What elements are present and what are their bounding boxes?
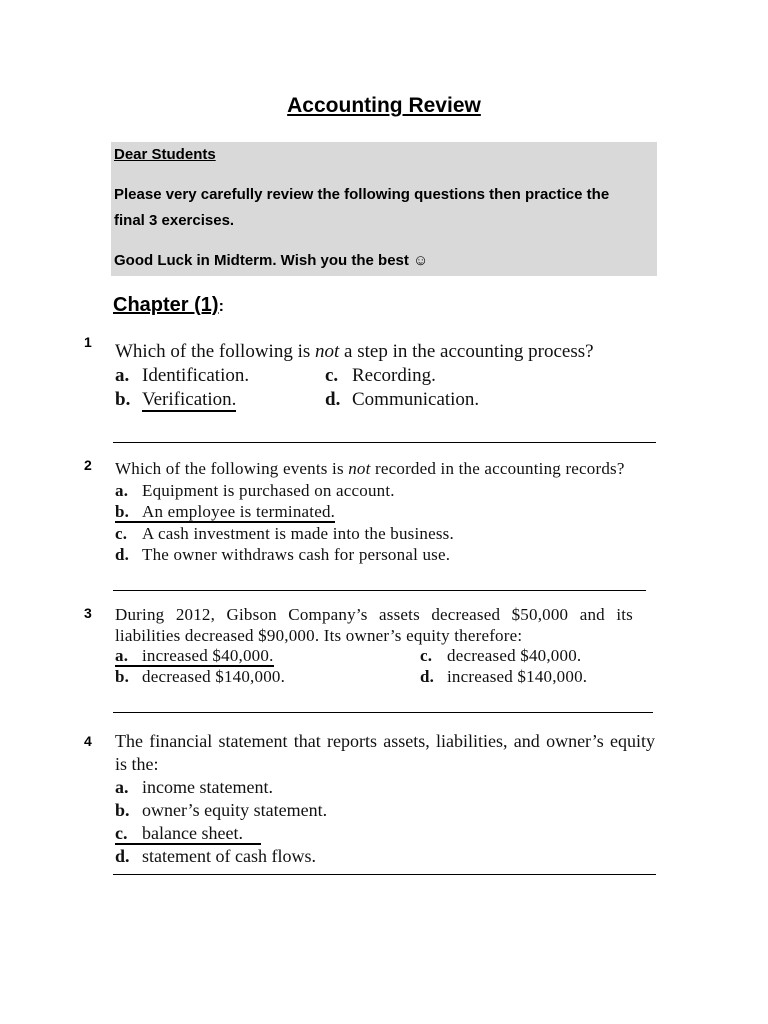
option-label: d. [115, 545, 130, 564]
option-label: b. [115, 389, 131, 410]
option-c [115, 523, 636, 545]
options-row [115, 364, 621, 388]
chapter-colon: : [218, 298, 224, 315]
option-text: decreased $40,000. [447, 646, 582, 665]
option-label: c. [420, 646, 433, 665]
option-a [115, 364, 325, 388]
option-d [115, 845, 655, 868]
question-stem [115, 458, 636, 480]
option-text: statement of cash flows. [142, 846, 316, 866]
option-text: Identification. [142, 365, 250, 386]
option-text: Equipment is purchased on account. [142, 480, 395, 500]
page-title [0, 94, 768, 118]
option-d [115, 544, 636, 566]
option-a-correct [115, 646, 420, 667]
stem-emphasis: not [348, 459, 371, 478]
option-label: a. [115, 646, 129, 665]
option-c [420, 646, 633, 667]
option-label: a. [115, 365, 130, 386]
stem-text: a step in the accounting process? [339, 341, 594, 362]
option-label: d. [325, 389, 341, 410]
question-number: 3 [84, 605, 92, 621]
option-text: The owner withdraws cash for personal use. [142, 545, 451, 564]
options-row [115, 388, 621, 412]
option-label: c. [325, 365, 339, 386]
options-row [115, 646, 633, 667]
option-d [420, 667, 633, 688]
option-label: b. [115, 800, 130, 820]
notice-box [111, 142, 657, 276]
option-label: b. [115, 666, 130, 686]
option-text: Communication. [352, 389, 480, 410]
page-title-text: Accounting Review [287, 94, 481, 117]
divider [113, 874, 656, 875]
option-a [115, 480, 636, 502]
option-label: a. [115, 777, 129, 797]
notice-closing: Good Luck in Midterm. Wish you the best ☺ [114, 252, 429, 269]
question-stem: The financial statement that reports assets, liabilities, and owner’s equity is the: [115, 731, 655, 774]
option-text: owner’s equity statement. [142, 800, 328, 820]
option-b [115, 799, 655, 822]
option-label: c. [115, 823, 128, 843]
option-text: decreased $140,000. [142, 666, 286, 686]
divider [113, 442, 656, 443]
question-1 [115, 340, 621, 412]
option-text: Recording. [352, 365, 436, 386]
chapter-heading [113, 294, 224, 317]
question-3 [115, 605, 633, 687]
option-label: d. [115, 846, 130, 866]
question-4 [115, 730, 655, 868]
option-label: a. [115, 480, 129, 500]
option-b [115, 667, 420, 688]
option-d [325, 388, 621, 412]
stem-text: Which of the following is [115, 341, 315, 362]
divider [113, 712, 653, 713]
option-label: d. [420, 666, 435, 686]
notice-greeting: Dear Students [114, 146, 216, 163]
stem-emphasis: not [315, 341, 340, 362]
option-label: b. [115, 502, 130, 521]
option-b-correct [115, 501, 636, 523]
option-text-answer: Verification. [142, 389, 237, 410]
question-stem [115, 340, 621, 364]
question-number: 4 [84, 733, 92, 749]
chapter-label: Chapter (1) [113, 294, 219, 316]
option-c [325, 364, 621, 388]
question-2 [115, 458, 636, 566]
option-text-answer: increased $40,000. [142, 646, 274, 665]
stem-text: recorded in the accounting records? [370, 459, 625, 478]
divider [113, 590, 646, 591]
option-text-answer: An employee is terminated. [142, 502, 336, 521]
option-label: c. [115, 523, 128, 543]
question-number: 2 [84, 457, 92, 473]
options-row [115, 667, 633, 688]
option-a [115, 776, 655, 799]
option-text: increased $140,000. [447, 666, 588, 686]
option-text-answer: balance sheet. [142, 823, 243, 843]
option-text: A cash investment is made into the business. [142, 523, 454, 543]
option-b-correct [115, 388, 325, 412]
option-c-correct [115, 822, 655, 845]
question-stem: During 2012, Gibson Company’s assets decreased $50,000 and its liabilities decreased $90,000. Its owner’s equity therefore: [115, 605, 633, 645]
stem-text: Which of the following events is [115, 459, 349, 478]
option-text: income statement. [142, 777, 273, 797]
question-number: 1 [84, 334, 92, 350]
notice-message: Please very carefully review the following questions then practice the final 3 exercises. [114, 186, 610, 229]
